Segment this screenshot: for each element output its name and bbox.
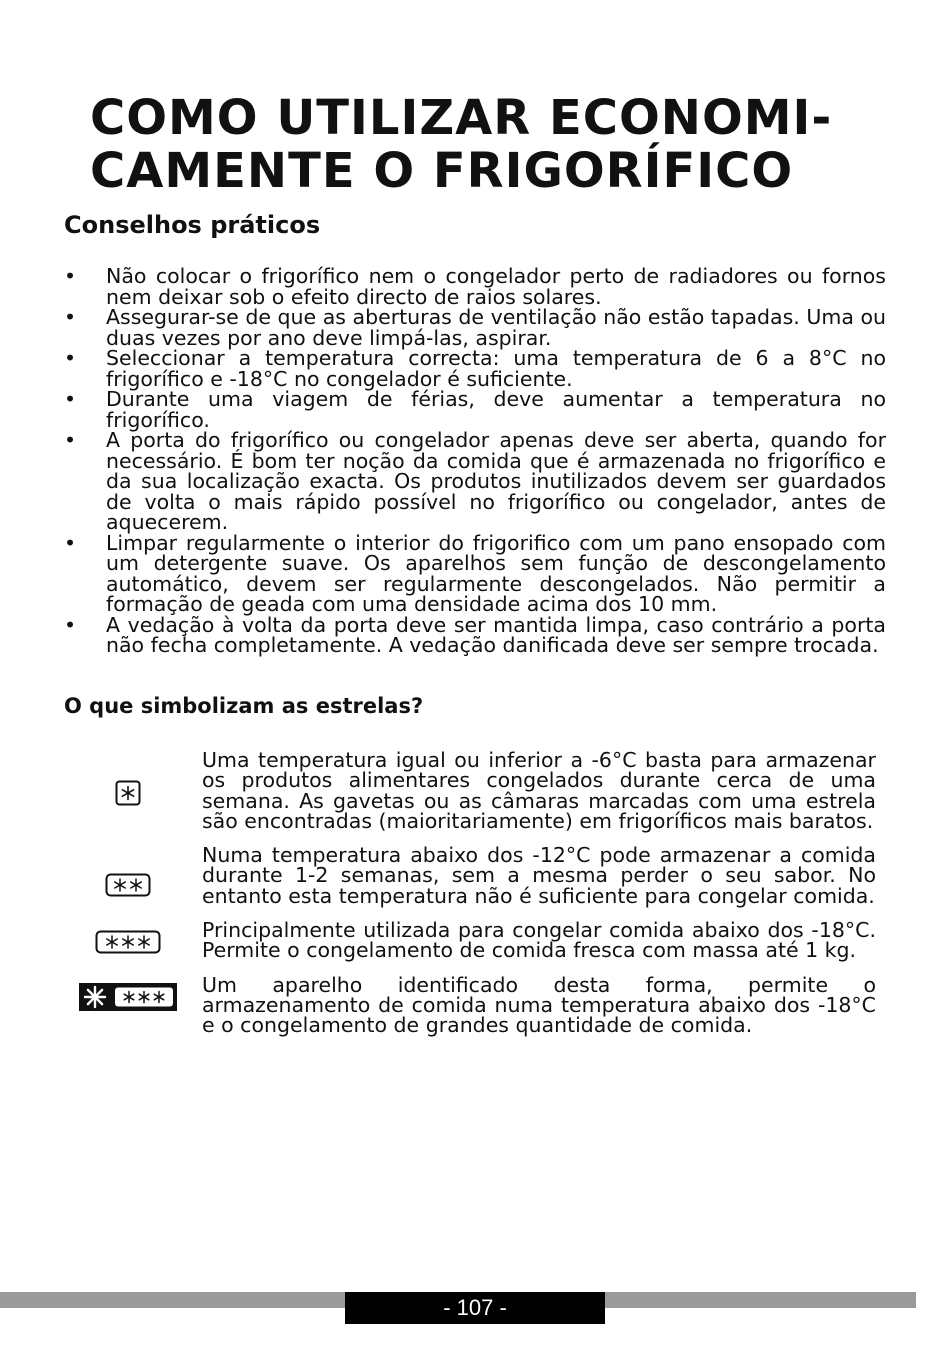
list-item-text: A porta do frigorífico ou congelador apenas deve ser aberta, quando for necessário. É bom ter noção da comida que é armazenada no frigorífico e da sua localização exacta. Os produtos inutilizados devem ser guardados de volta o mais rápido possível no frigorífico ou congelador, antes de aquecerem. (106, 428, 886, 534)
list-item-text: Não colocar o frigorífico nem o congelador perto de radiadores ou fornos nem deixar sob o efeito directo de raios solares. (106, 264, 886, 309)
four-star-icon (64, 983, 192, 1011)
one-star-icon (64, 780, 192, 806)
star-row-two (64, 845, 876, 906)
page-title (90, 92, 850, 198)
list-item (64, 612, 886, 657)
star-row-text: Uma temperatura igual ou inferior a -6°C basta para armazenar os produtos alimentares congelados durante cerca de uma semana. As gavetas ou as câmaras marcadas com uma estrela são encontradas (maioritariamente) em frigoríficos mais baratos. (202, 748, 876, 833)
star-row-three (64, 920, 876, 961)
three-star-icon (64, 930, 192, 954)
bullet-icon: • (64, 305, 77, 329)
star-rating-list (64, 750, 876, 1036)
list-item-text: Seleccionar a temperatura correcta: uma temperatura de 6 a 8°C no frigorífico e -18°C no congelador é suficiente. (106, 346, 886, 391)
bullet-icon: • (64, 530, 77, 555)
list-item-text: Durante uma viagem de férias, deve aumentar a temperatura no frigorífico. (106, 387, 886, 432)
two-star-icon (64, 873, 192, 897)
star-row-text: Principalmente utilizada para congelar comida abaixo dos -18°C. Permite o congelamento de comida fresca com massa até 1 kg. (202, 918, 876, 963)
star-row-one (64, 750, 876, 831)
bullet-icon: • (64, 264, 77, 288)
star-row-four (64, 972, 876, 1038)
tips-list (64, 266, 886, 656)
star-row-text: Numa temperatura abaixo dos -12°C pode armazenar a comida durante 1-2 semanas, sem a mesma perder o seu sabor. No entanto esta temperatura não é suficiente para congelar comida. (202, 843, 876, 908)
page-number: - 107 - (345, 1292, 605, 1324)
list-item (64, 389, 886, 430)
list-item (64, 266, 886, 307)
list-item (64, 430, 886, 533)
list-item (64, 348, 886, 389)
bullet-icon: • (64, 428, 77, 452)
page-title-line-2: CAMENTE O FRIGORÍFICO (90, 143, 794, 199)
section-heading-stars: O que simbolizam as estrelas? (64, 694, 424, 718)
list-item-text: Assegurar-se de que as aberturas de ventilação não estão tapadas. Uma ou duas vezes por ano deve limpá-las, aspirar. (106, 305, 886, 350)
star-row-text: Um aparelho identificado desta forma, permite o armazenamento de comida numa temperatura abaixo dos -18°C e o congelamento de grandes quantidade de comida. (202, 972, 876, 1038)
page-title-line-1: COMO UTILIZAR ECONOMI- (90, 90, 833, 146)
list-item-text: A vedação à volta da porta deve ser mantida limpa, caso contrário a porta não fecha completamente. A vedação danificada deve ser sempre trocada. (106, 612, 886, 657)
bullet-icon: • (64, 612, 77, 637)
section-heading-practical-tips: Conselhos práticos (64, 211, 321, 239)
bullet-icon: • (64, 387, 77, 411)
list-item-text: Limpar regularmente o interior do frigorifico com um pano ensopado com um detergente suave. Os aparelhos sem função de descongelamento automático, devem ser regularmente descongelados. Não permitir a formação de geada com uma densidade acima dos 10 mm. (106, 530, 886, 616)
list-item (64, 307, 886, 348)
bullet-icon: • (64, 346, 77, 370)
list-item (64, 530, 886, 616)
